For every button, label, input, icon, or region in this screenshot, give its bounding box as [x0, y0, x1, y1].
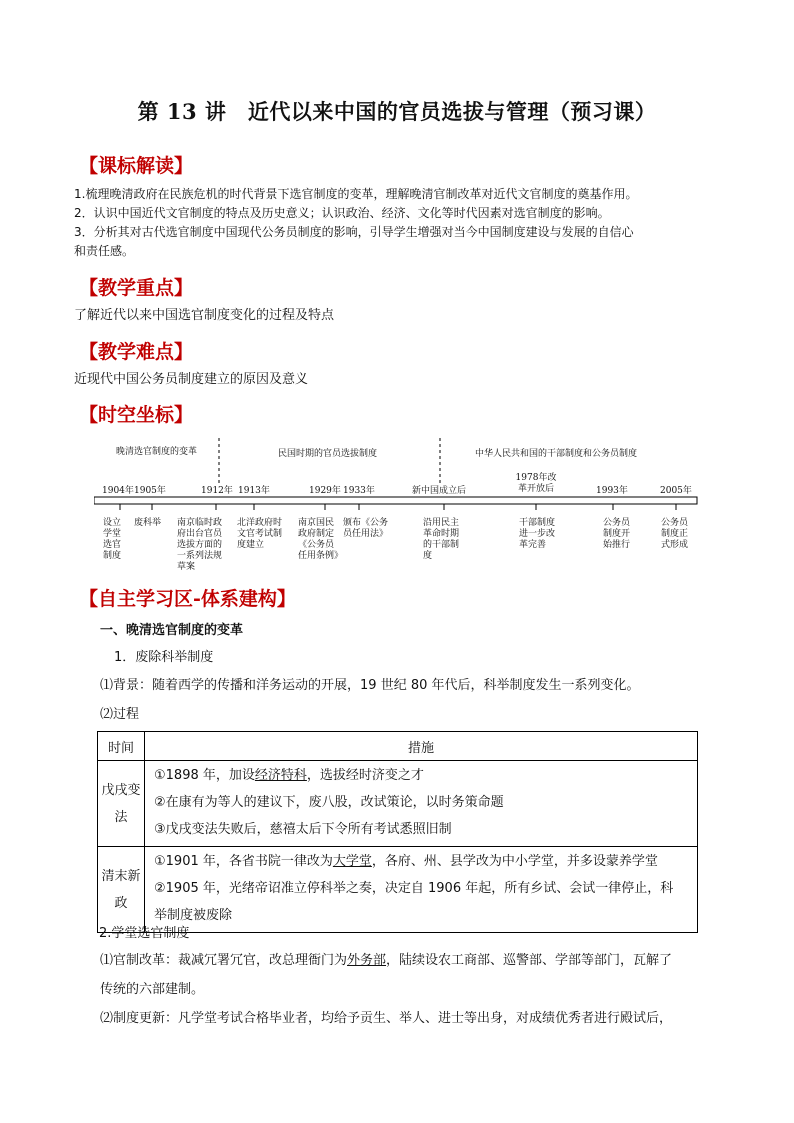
part1-process-label: ⑵过程 [100, 707, 140, 722]
table-header-time: 时间 [98, 732, 145, 761]
timeline-date: 2005年 [660, 486, 692, 496]
timeline-date: 1913年 [238, 486, 270, 496]
timeline-date: 1933年 [343, 486, 375, 496]
table-row [98, 761, 698, 847]
timeline-date: 1912年 [201, 486, 233, 496]
reform-label: ⑴官制改革： [100, 953, 179, 968]
section-heading-timeline: 【时空坐标】 [79, 404, 194, 426]
part1-update: ⑵制度更新：凡学堂考试合格毕业者，均给予贡生、举人、进士等出身，对成绩优秀者进行殿试后， [100, 1011, 673, 1026]
page-title: 第 13 讲 近代以来中国的官员选拔与管理（预习课） [137, 99, 657, 124]
timeline-ticks [120, 504, 676, 510]
part1-sub1: 1．废除科举制度 [114, 650, 214, 665]
curriculum-item-1: 1.梳理晚清政府在民族危机的时代背景下选官制度的变革，理解晚清官制改革对近代文官制度的奠基作用。 [74, 187, 638, 201]
table-cell-measures [145, 847, 698, 933]
timeline-date: 新中国成立后 [412, 486, 467, 496]
curriculum-item-3: 3．分析其对古代选官制度中国现代公务员制度的影响，引导学生增强对当今中国制度建设与发展的自信心 [74, 225, 634, 239]
timeline-date: 1905年 [134, 486, 166, 496]
measure-item: ①1898 年，加设经济特科，选拔经时济变之才 [154, 768, 424, 783]
timeline-period-3: 中华人民共和国的干部制度和公务员制度 [475, 449, 638, 459]
timeline-date: 1904年 [102, 486, 134, 496]
timeline-event: 公务员制度正式形成 [661, 518, 689, 550]
background-label: ⑴背景： [100, 678, 153, 693]
timeline-date: 1929年 [309, 486, 341, 496]
curriculum-item-3-cont: 和责任感。 [74, 244, 135, 258]
part1-background [100, 671, 750, 700]
table-header-measures: 措施 [145, 732, 698, 761]
update-label: ⑵制度更新： [100, 1011, 179, 1026]
curriculum-item-2: 2．认识中国近代文官制度的特点及历史意义；认识政治、经济、文化等时代因素对选官制度的影响。 [74, 206, 610, 220]
timeline-event: 沿用民主革命时期的干部制度 [423, 518, 460, 561]
table-row [98, 847, 698, 933]
timeline-date: 1978年改革开放后 [515, 473, 557, 494]
section-heading-difficulties: 【教学难点】 [79, 341, 194, 363]
timeline-date: 1993年 [596, 486, 628, 496]
timeline-event: 干部制度进一步改革完善 [519, 518, 556, 550]
part1-reform: ⑴官制改革：裁减冗署冗官，改总理衙门为外务部，陆续设农工商部、巡警部、学部等部门，瓦解了 [100, 953, 673, 968]
measure-item: ②在康有为等人的建议下，废八股，改试策论，以时务策命题 [154, 795, 504, 810]
part1-sub2: 2.学堂选官制度 [99, 926, 190, 941]
section-heading-self-study: 【自主学习区-体系建构】 [79, 588, 296, 610]
underlined-term: 大学堂 [332, 854, 372, 869]
section-heading-key-points: 【教学重点】 [79, 277, 194, 299]
part1-reform-cont: 传统的六部建制。 [100, 982, 205, 997]
timeline-event: 北洋政府时文官考试制度建立 [237, 518, 283, 550]
measure-item: 举制度被废除 [154, 908, 233, 923]
underlined-term: 外务部 [347, 953, 387, 968]
table-cell-time: 清末新政 [98, 847, 145, 933]
timeline-period-2: 民国时期的官员选拔制度 [278, 449, 378, 459]
timeline-event: 设立学堂选官制度 [103, 518, 122, 561]
timeline-event: 废科举 [134, 518, 162, 528]
measure-item: ③戊戌变法失败后，慈禧太后下令所有考试悉照旧制 [154, 822, 452, 837]
timeline-event: 颁布《公务员任用法》 [343, 518, 389, 539]
difficulty-text: 近现代中国公务员制度建立的原因及意义 [74, 372, 309, 387]
table-cell-time: 戊戌变法 [98, 761, 145, 847]
timeline-event: 公务员制度开始推行 [603, 518, 631, 550]
key-point-text: 了解近代以来中国选官制度变化的过程及特点 [74, 308, 335, 323]
process-table [97, 731, 698, 933]
timeline-axis [94, 497, 697, 504]
underlined-term: 经济特科 [254, 768, 307, 783]
background-text: 随着西学的传播和洋务运动的开展，19 世纪 80 年代后，科举制度发生一系列变化。 [152, 678, 640, 693]
part1-heading: 一、晚清选官制度的变革 [100, 623, 244, 638]
timeline-period-1: 晚清选官制度的变革 [116, 447, 198, 457]
section-heading-curriculum: 【课标解读】 [79, 155, 194, 177]
timeline-period-dividers [219, 438, 440, 486]
table-cell-measures [145, 761, 698, 847]
measure-item: ①1901 年，各省书院一律改为大学堂，各府、州、县学改为中小学堂，并多设蒙养学堂 [154, 854, 658, 869]
table-header-row [98, 732, 698, 761]
timeline-event: 南京国民政府制定《公务员任用条例》 [298, 518, 344, 561]
measure-item: ②1905 年，光绪帝诏准立停科举之奏，决定自 1906 年起，所有乡试、会试一律停止，科 [154, 881, 674, 896]
timeline-event: 南京临时政府出台官员选拔方面的一系列法规草案 [177, 518, 223, 572]
